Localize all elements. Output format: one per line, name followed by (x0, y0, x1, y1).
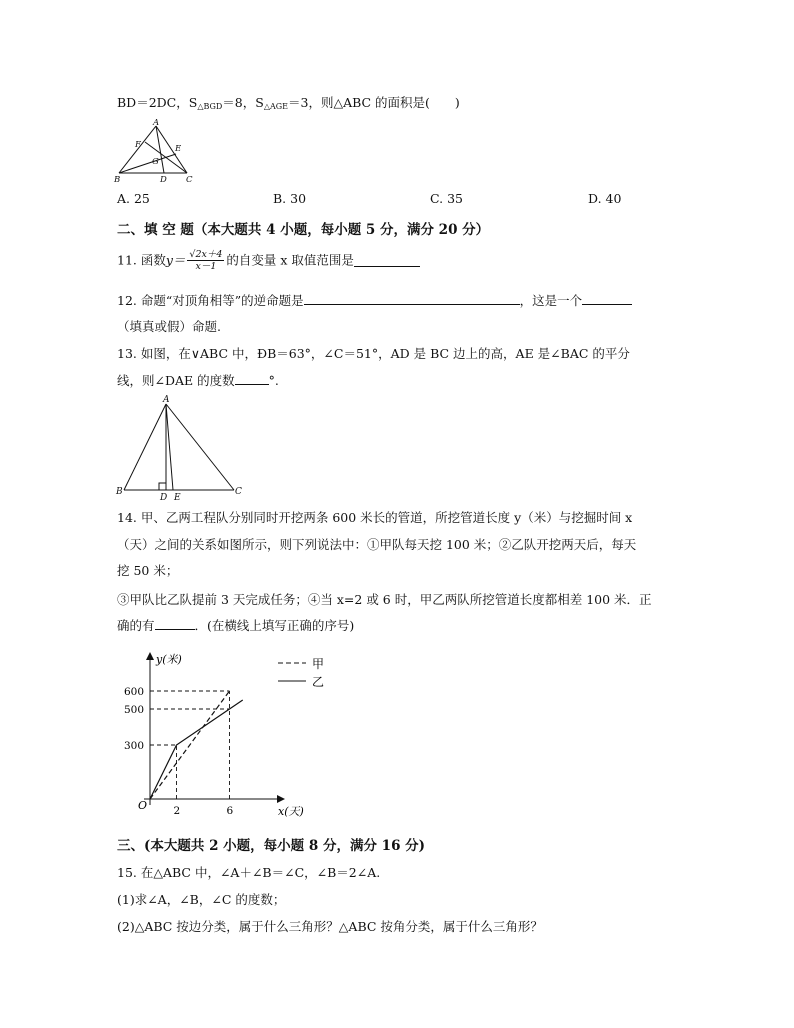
q11-answer-blank[interactable] (354, 254, 420, 267)
q13-answer-blank[interactable] (235, 372, 269, 385)
q14-answer-blank[interactable] (155, 617, 195, 630)
q14-text: 确的有 (117, 618, 155, 633)
q15-line3: (2)△ABC 按边分类，属于什么三角形？△ABC 按角分类，属于什么三角形？ (117, 919, 543, 934)
q10-stem-part: BD＝2DC，S (117, 95, 198, 110)
q14-line5 (117, 616, 354, 634)
label-a: A (163, 395, 170, 405)
bisector-ae (166, 404, 173, 490)
q11-denominator: x－1 (195, 261, 217, 272)
y-tick-label: 500 (124, 704, 145, 716)
q12-text: ，这是一个 (519, 293, 583, 308)
label-c: C (235, 487, 242, 497)
label-d: D (160, 175, 167, 185)
q11-prefix: 11. 函数 (117, 252, 166, 268)
series-line-jia (150, 691, 230, 799)
section-2-heading: 二、填 空 题（本大题共 4 小题，每小题 5 分，满分 20 分） (117, 222, 490, 238)
q14-text: ．(在横线上填写正确的序号) (194, 618, 355, 633)
label-c: C (186, 175, 193, 185)
q11-fraction (187, 249, 224, 272)
section-3-heading: 三、(本大题共 2 小题，每小题 8 分，满分 16 分) (117, 838, 426, 854)
q10-option-a: A. 25 (117, 191, 150, 206)
q12-line2: （填真或假）命题. (117, 319, 221, 334)
x-tick-label: 6 (226, 805, 234, 817)
q15-line1: 15. 在△ABC 中，∠A＋∠B＝∠C，∠B＝2∠A. (117, 865, 381, 880)
label-b: B (114, 175, 121, 185)
label-b: B (116, 487, 123, 497)
q11-numerator: √2x＋4 (189, 249, 223, 260)
origin-label: O (138, 799, 148, 812)
q13-line2 (117, 371, 279, 389)
q10-stem (117, 93, 460, 111)
y-axis-label: y(米) (156, 653, 182, 666)
q10-stem-part: ＝8，S (222, 95, 264, 110)
x-axis-label: x(天) (278, 805, 304, 818)
q13-text: °. (268, 373, 279, 388)
right-angle-mark (159, 483, 166, 490)
side-ac (156, 126, 187, 173)
q12-line1 (117, 291, 632, 309)
q13-text: 线，则∠DAE 的度数 (117, 373, 235, 388)
y-tick-label: 600 (124, 686, 145, 698)
q14-line4: ③甲队比乙队提前 3 天完成任务；④当 x=2 或 6 时，甲乙两队所挖管道长度都相差 100 米．正 (117, 592, 652, 607)
label-e: E (175, 144, 182, 154)
q13-line1: 13. 如图，在∨ABC 中，ÐB＝63°，∠C＝51°，AD 是 BC 边上的高，AE 是∠BAC 的平分 (117, 346, 630, 361)
legend-label: 甲 (312, 657, 325, 671)
label-f: F (135, 140, 141, 150)
q12-text: 12. 命题“对顶角相等”的逆命题是 (117, 293, 304, 308)
q13-triangle-figure (112, 392, 254, 502)
y-tick-label: 300 (124, 740, 145, 752)
q14-line2: （天）之间的关系如图所示，则下列说法中：①甲队每天挖 100 米；②乙队开挖两天后，每天 (117, 537, 637, 552)
q10-subscript: △BGD (197, 102, 223, 111)
q10-option-b: B. 30 (273, 191, 307, 206)
q12-answer-blank-2[interactable] (582, 292, 632, 305)
side-ab (124, 404, 166, 490)
q10-option-c: C. 35 (430, 191, 463, 206)
legend-label: 乙 (312, 675, 325, 689)
cevian-be (119, 154, 176, 173)
q15-line2: (1)求∠A，∠B，∠C 的度数； (117, 892, 286, 907)
q14-line3: 挖 50 米； (117, 563, 179, 578)
label-g: G (152, 157, 159, 167)
q10-subscript: △AGE (263, 102, 288, 111)
label-a: A (153, 118, 160, 128)
side-ac (166, 404, 234, 490)
q14-line-chart (112, 645, 342, 823)
series-line-yi (150, 700, 243, 799)
q10-triangle-figure (112, 118, 202, 186)
q10-option-d: D. 40 (588, 191, 622, 206)
x-tick-label: 2 (173, 805, 181, 817)
q10-stem-part: ＝3，则△ABC 的面积是( ) (288, 95, 460, 110)
label-d: D (160, 493, 168, 502)
q11 (117, 249, 420, 272)
q14-line1: 14. 甲、乙两工程队分别同时开挖两条 600 米长的管道，所挖管道长度 y（米）与挖掘时间 x (117, 510, 633, 525)
q12-answer-blank-1[interactable] (304, 292, 520, 305)
q11-function-lhs: y＝ (165, 252, 186, 268)
q11-suffix: 的自变量 x 取值范围是 (226, 252, 354, 268)
label-e: E (174, 493, 181, 502)
